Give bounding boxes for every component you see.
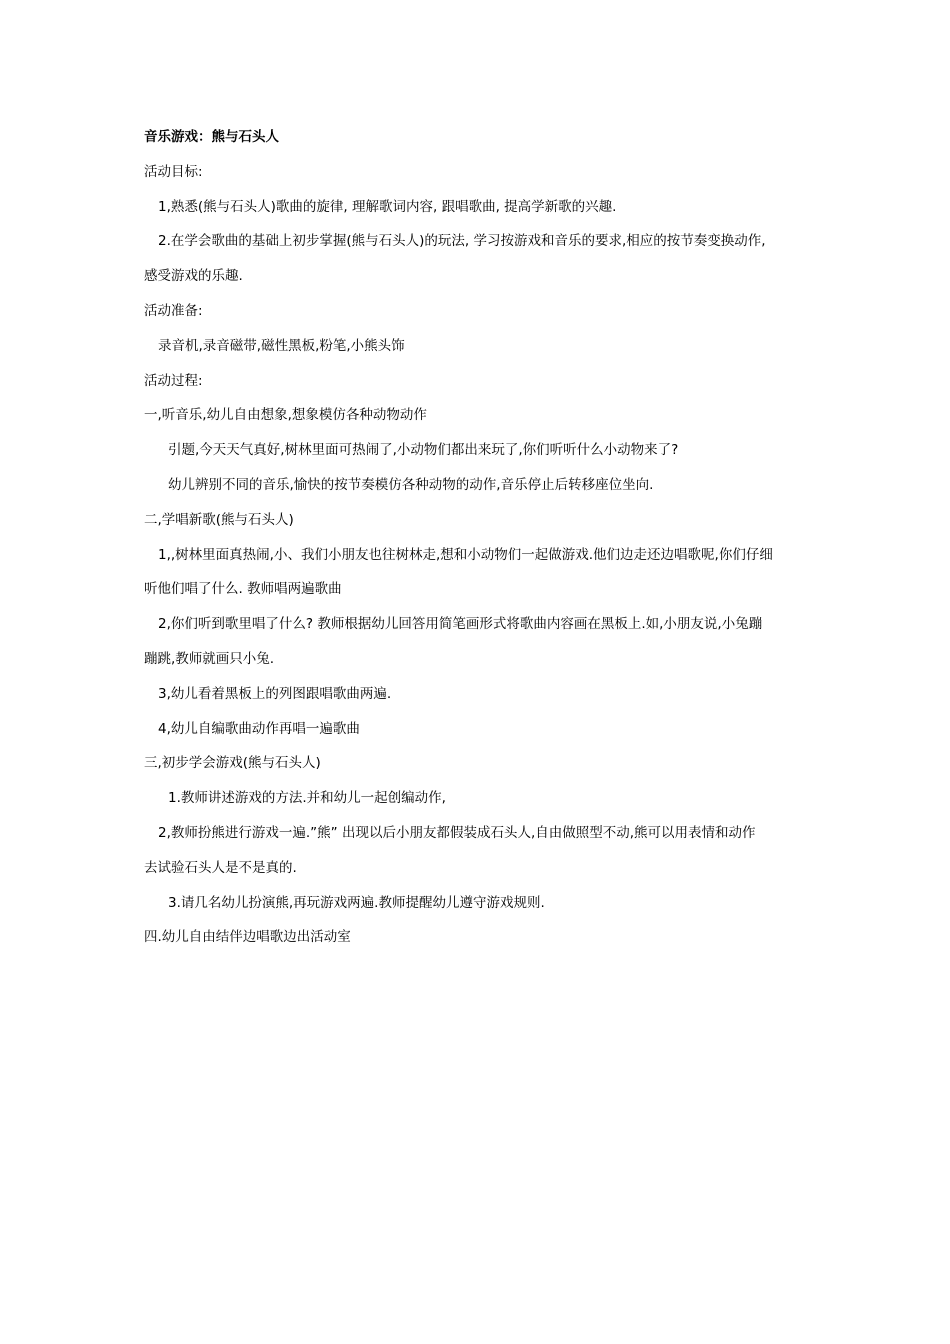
preparation-materials: 录音机,录音磁带,磁性黑板,粉笔,小熊头饰 xyxy=(158,338,405,354)
goal-item-2: 2.在学会歌曲的基础上初步掌握(熊与石头人)的玩法, 学习按游戏和音乐的要求,相应的按节奏变换动作, xyxy=(158,233,766,249)
process-step-1-activity: 幼儿辨别不同的音乐,愉快的按节奏模仿各种动物的动作,音乐停止后转移座位坐向. xyxy=(168,477,654,493)
process-step-2-item-2: 2,你们听到歌里唱了什么? 教师根据幼儿回答用简笔画形式将歌曲内容画在黑板上.如,小朋友说,小兔蹦 xyxy=(158,616,763,632)
process-step-3-item-3: 3.请几名幼儿扮演熊,再玩游戏两遍.教师提醒幼儿遵守游戏规则. xyxy=(168,895,545,911)
goal-item-2-continuation: 感受游戏的乐趣. xyxy=(144,268,243,284)
process-step-2-item-2-continuation: 蹦跳,教师就画只小兔. xyxy=(144,651,275,667)
section-heading-process: 活动过程: xyxy=(144,373,203,389)
document-title: 音乐游戏：熊与石头人 xyxy=(144,129,279,145)
goal-item-1: 1,熟悉(熊与石头人)歌曲的旋律, 理解歌词内容, 跟唱歌曲, 提高学新歌的兴趣. xyxy=(158,199,617,215)
process-step-1-intro: 引题,今天天气真好,树林里面可热闹了,小动物们都出来玩了,你们听听什么小动物来了? xyxy=(168,442,679,458)
process-step-3-item-2: 2,教师扮熊进行游戏一遍.”熊” 出现以后小朋友都假装成石头人,自由做照型不动,熊可以用表情和动作 xyxy=(158,825,756,841)
process-step-3-item-1: 1.教师讲述游戏的方法.并和幼儿一起创编动作, xyxy=(168,790,446,806)
process-step-2-item-1: 1,,树林里面真热闹,小、我们小朋友也往树林走,想和小动物们一起做游戏.他们边走还边唱歌呢,你们仔细 xyxy=(158,547,773,563)
section-heading-preparation: 活动准备: xyxy=(144,303,203,319)
process-step-2-heading: 二,学唱新歌(熊与石头人) xyxy=(144,512,294,528)
process-step-3-item-2-continuation: 去试验石头人是不是真的. xyxy=(144,860,297,876)
section-heading-goals: 活动目标: xyxy=(144,164,203,180)
process-step-4-heading: 四.幼儿自由结伴边唱歌边出活动室 xyxy=(144,929,351,945)
process-step-1-heading: 一,听音乐,幼儿自由想象,想象模仿各种动物动作 xyxy=(144,407,427,423)
process-step-2-item-1-continuation: 听他们唱了什么. 教师唱两遍歌曲 xyxy=(144,581,342,597)
process-step-3-heading: 三,初步学会游戏(熊与石头人) xyxy=(144,755,321,771)
process-step-2-item-3: 3,幼儿看着黑板上的列图跟唱歌曲两遍. xyxy=(158,686,392,702)
process-step-2-item-4: 4,幼儿自编歌曲动作再唱一遍歌曲 xyxy=(158,721,360,737)
